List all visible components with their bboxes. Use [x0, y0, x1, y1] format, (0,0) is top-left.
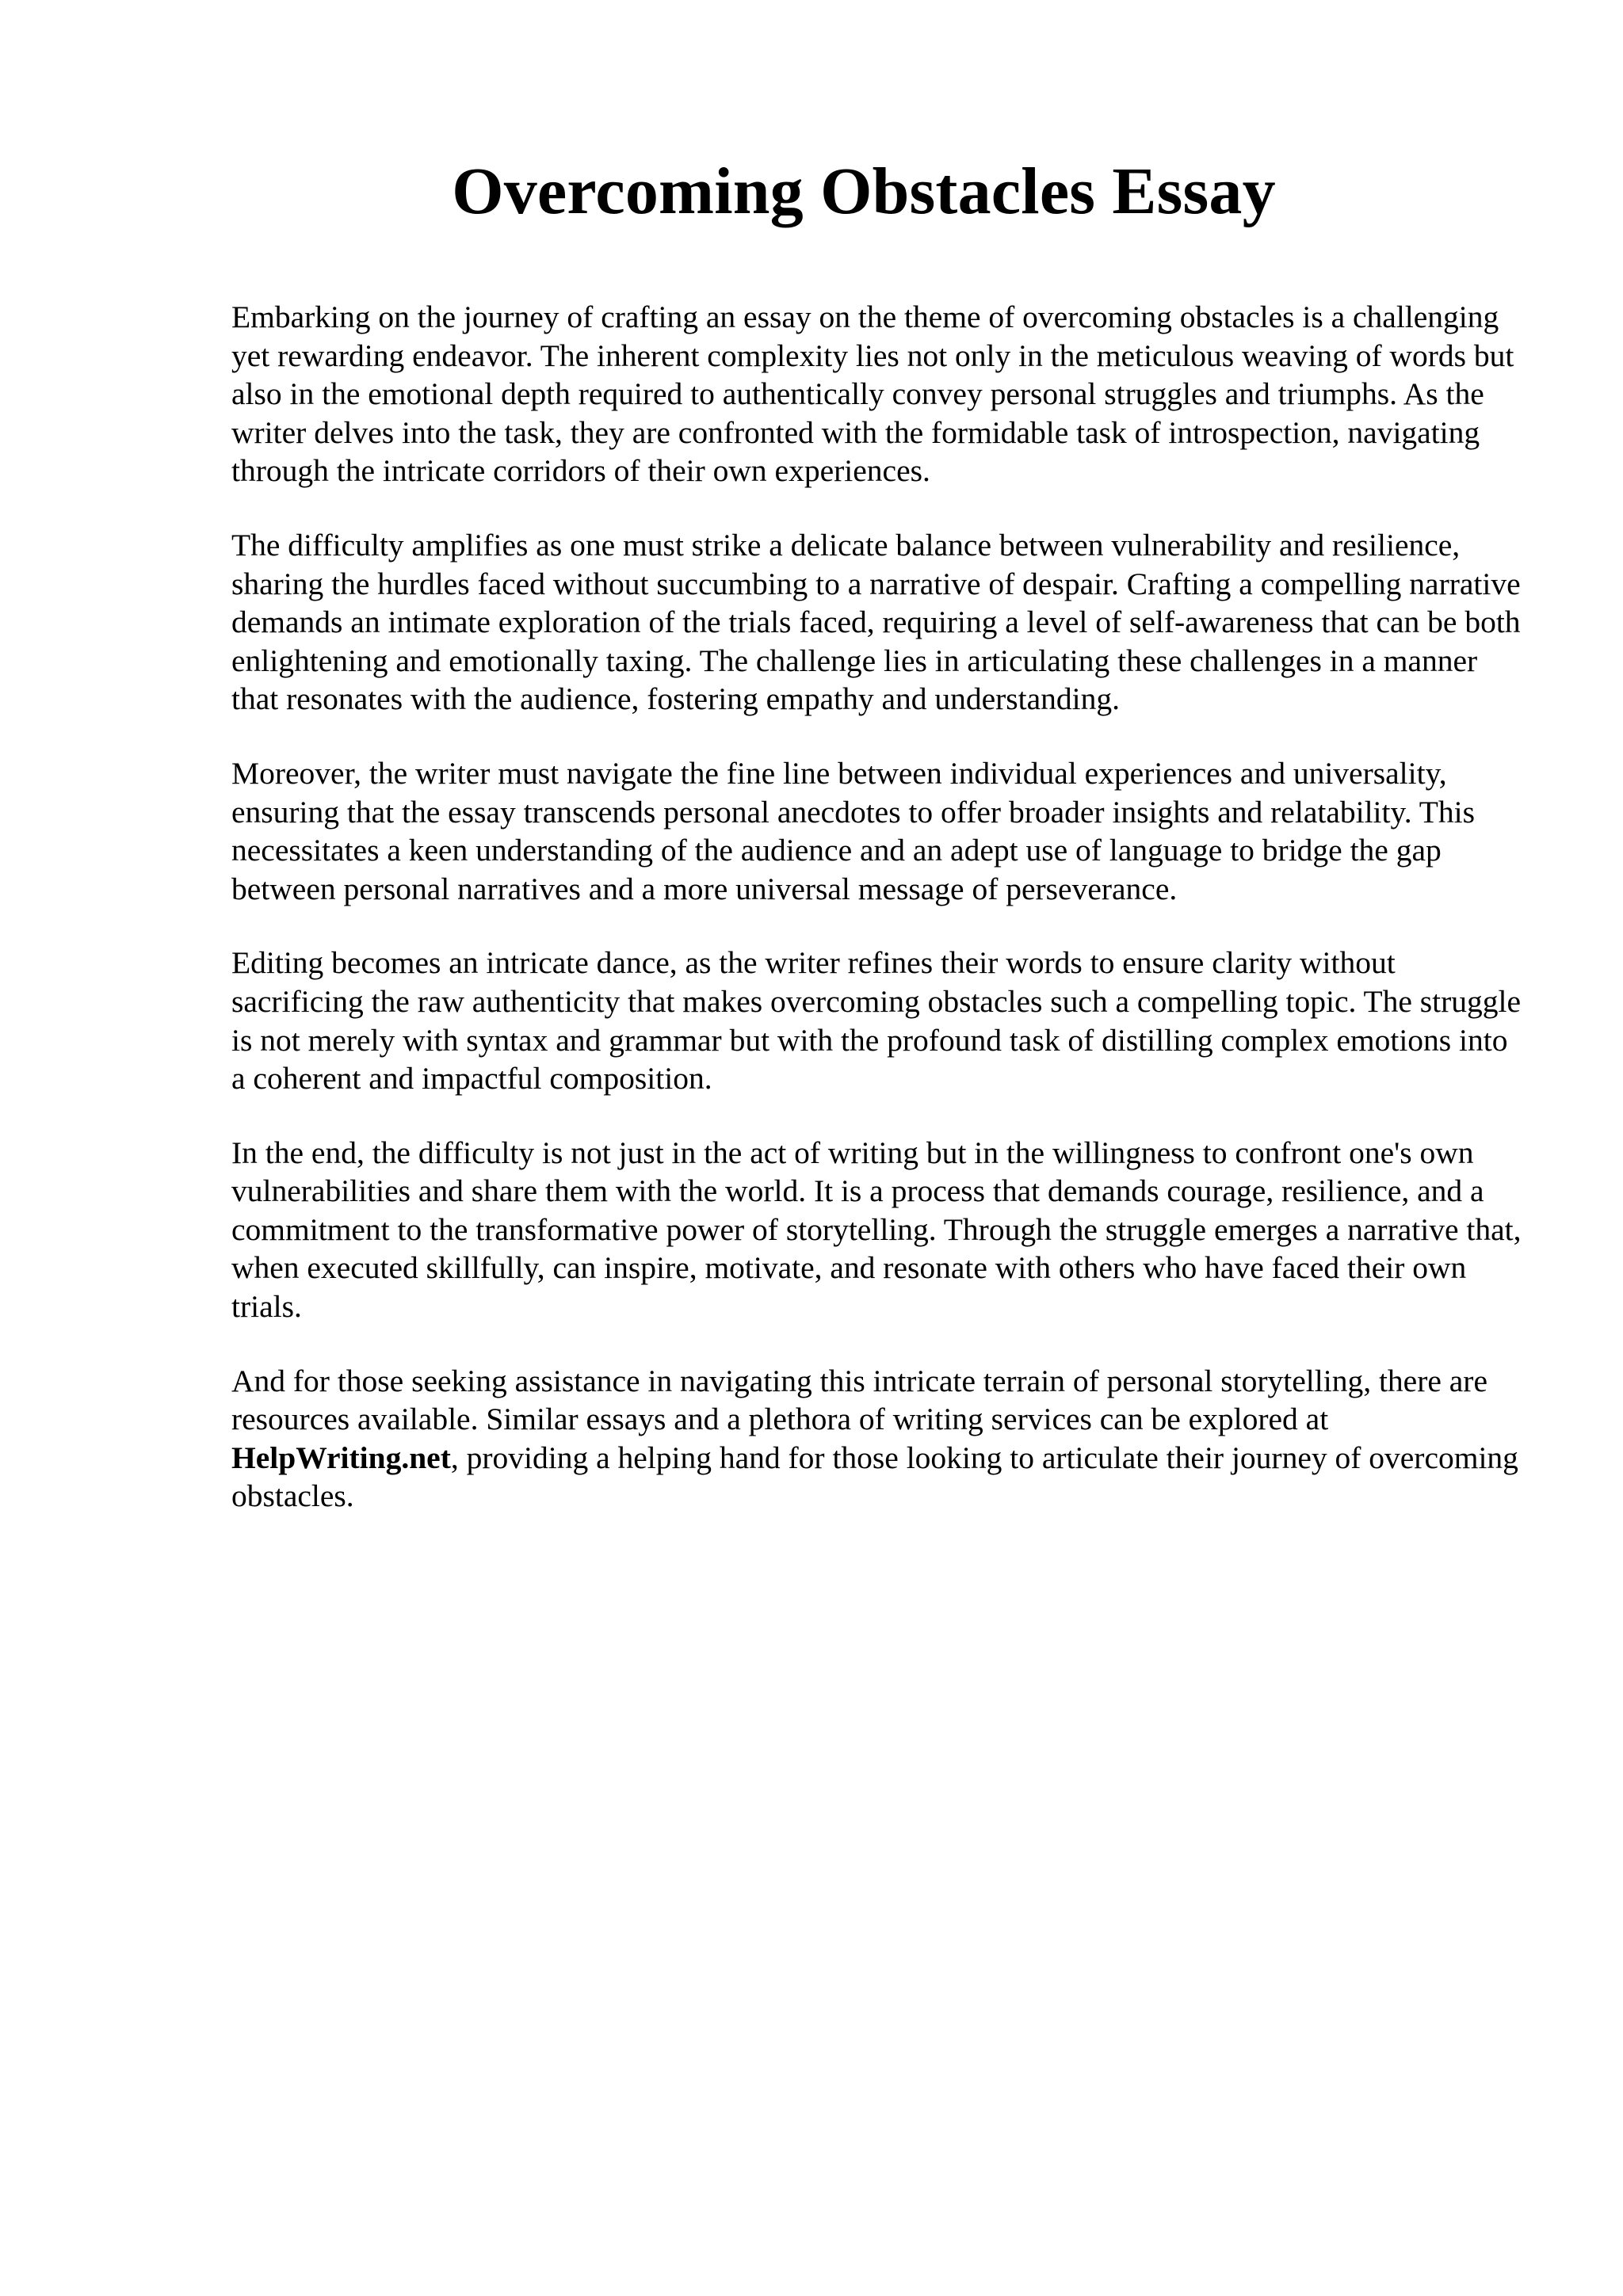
paragraph-4: Editing becomes an intricate dance, as the writer refines their words to ensure clarity without sacrificing the raw authenticity that makes overcoming obstacles such a compelling topic. The struggle is not merely with syntax and grammar but with the profound task of distilling complex emotions into a coherent and impactful composition.	[231, 945, 1522, 1097]
page-title: Overcoming Obstacles Essay	[452, 154, 1276, 228]
essay-body	[231, 298, 1523, 1551]
paragraph-1: Embarking on the journey of crafting an essay on the theme of overcoming obstacles is a challenging yet rewarding endeavor. The inherent complexity lies not only in the meticulous weaving of words but also in the emotional depth required to authentically convey personal struggles and triumphs. As the writer delves into the task, they are confronted with the formidable task of introspection, navigating through the intricate corridors of their own experiences.	[231, 299, 1514, 489]
paragraph-3: Moreover, the writer must navigate the fine line between individual experiences and universality, ensuring that the essay transcends personal anecdotes to offer broader insights and relatability. This necessitates a keen understanding of the audience and an adept use of language to bridge the gap between personal narratives and a more universal message of perseverance.	[231, 755, 1475, 906]
paragraph-2: The difficulty amplifies as one must strike a delicate balance between vulnerability and resilience, sharing the hurdles faced without succumbing to a narrative of despair. Crafting a compelling narrative demands an intimate exploration of the trials faced, requiring a level of self-awareness that can be both enlightening and emotionally taxing. The challenge lies in articulating these challenges in a manner that resonates with the audience, fostering empathy and understanding.	[231, 527, 1521, 717]
brand-link[interactable]: HelpWriting.net	[231, 1440, 451, 1475]
closing-lead-text: And for those seeking assistance in navigating this intricate terrain of personal storytelling, there are resources available. Similar essays and a plethora of writing services can be explored at	[231, 1363, 1487, 1437]
closing-paragraph	[231, 1362, 1523, 1516]
paragraph-5: In the end, the difficulty is not just in the act of writing but in the willingness to confront one's own vulnerabilities and share them with the world. It is a process that demands courage, resilience, and a commitment to the transformative power of storytelling. Through the struggle emerges a narrative that, when executed skillfully, can inspire, motivate, and resonate with others who have faced their own trials.	[231, 1135, 1522, 1325]
closing-tail-text: , providing a helping hand for those looking to articulate their journey of overcoming obstacles.	[231, 1440, 1518, 1514]
